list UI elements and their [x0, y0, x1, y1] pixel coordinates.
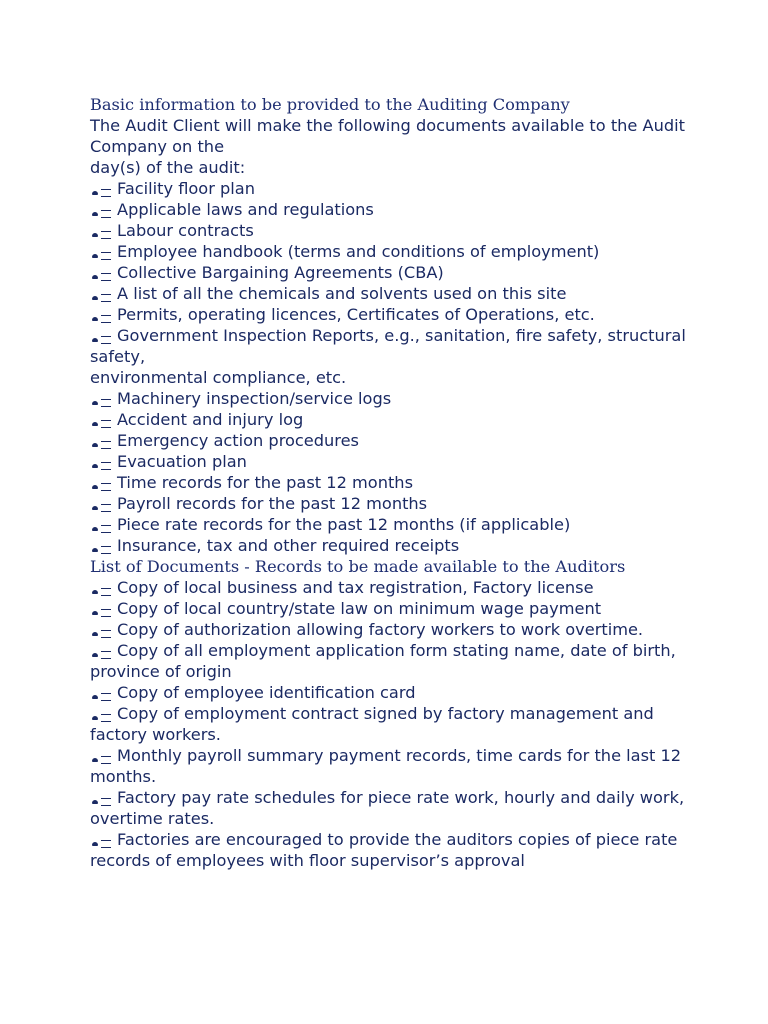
section1-intro — [90, 115, 690, 178]
list-item: Emergency action procedures — [90, 430, 690, 451]
list-item: Government Inspection Reports, e.g., sanitation, fire safety, structural safety, environmental compliance, etc. — [90, 326, 686, 387]
list-item: Copy of employment contract signed by factory management and factory workers. — [90, 704, 654, 744]
list-item: Insurance, tax and other required receipts — [90, 535, 690, 556]
section1-list — [90, 178, 690, 556]
bullet-icon — [90, 583, 117, 597]
section2-list — [90, 577, 690, 871]
bullet-icon — [90, 520, 117, 534]
bullet-icon — [90, 835, 117, 849]
bullet-icon — [90, 541, 117, 555]
document-page — [90, 94, 690, 871]
bullet-icon — [90, 688, 117, 702]
bullet-icon — [90, 184, 117, 198]
list-item: Payroll records for the past 12 months — [90, 493, 690, 514]
bullet-icon — [90, 499, 117, 513]
bullet-icon — [90, 457, 117, 471]
bullet-icon — [90, 394, 117, 408]
list-item: Monthly payroll summary payment records, time cards for the last 12 months. — [90, 746, 682, 786]
bullet-icon — [90, 268, 117, 282]
list-item: Collective Bargaining Agreements (CBA) — [90, 262, 690, 283]
bullet-icon — [90, 751, 117, 765]
bullet-icon — [90, 478, 117, 492]
bullet-icon — [90, 205, 117, 219]
bullet-icon — [90, 436, 117, 450]
list-item: Copy of local country/state law on minimum wage payment — [90, 598, 690, 619]
bullet-icon — [90, 289, 117, 303]
list-item: Applicable laws and regulations — [90, 199, 690, 220]
list-item: Time records for the past 12 months — [90, 472, 690, 493]
list-item: A list of all the chemicals and solvents used on this site — [90, 283, 690, 304]
bullet-icon — [90, 331, 117, 345]
list-item: Labour contracts — [90, 220, 690, 241]
bullet-icon — [90, 310, 117, 324]
list-item: Copy of employee identification card — [90, 682, 690, 703]
list-item: Factories are encouraged to provide the auditors copies of piece rate records of employees with floor supervisor’s approval — [90, 830, 678, 870]
list-item: Accident and injury log — [90, 409, 690, 430]
list-item: Employee handbook (terms and conditions of employment) — [90, 241, 690, 262]
bullet-icon — [90, 247, 117, 261]
list-item: Copy of local business and tax registration, Factory license — [90, 577, 690, 598]
bullet-icon — [90, 625, 117, 639]
list-item: Evacuation plan — [90, 451, 690, 472]
list-item: Copy of authorization allowing factory workers to work overtime. — [90, 619, 690, 640]
bullet-icon — [90, 226, 117, 240]
list-item: Permits, operating licences, Certificates of Operations, etc. — [90, 304, 690, 325]
list-item: Facility floor plan — [90, 178, 690, 199]
bullet-icon — [90, 709, 117, 723]
bullet-icon — [90, 793, 117, 807]
list-item: Machinery inspection/service logs — [90, 388, 690, 409]
list-item: Copy of all employment application form stating name, date of birth, province of origin — [90, 641, 676, 681]
list-item: Piece rate records for the past 12 months (if applicable) — [90, 514, 690, 535]
section1-intro-line1: The Audit Client will make the following documents available to the Audit Company on the day(s) of the audit: — [90, 116, 685, 177]
bullet-icon — [90, 415, 117, 429]
bullet-icon — [90, 646, 117, 660]
section1-heading: Basic information to be provided to the Auditing Company — [90, 95, 570, 114]
bullet-icon — [90, 604, 117, 618]
section2-heading: List of Documents - Records to be made available to the Auditors — [90, 557, 626, 576]
list-item: Factory pay rate schedules for piece rate work, hourly and daily work, overtime rates. — [90, 788, 685, 828]
